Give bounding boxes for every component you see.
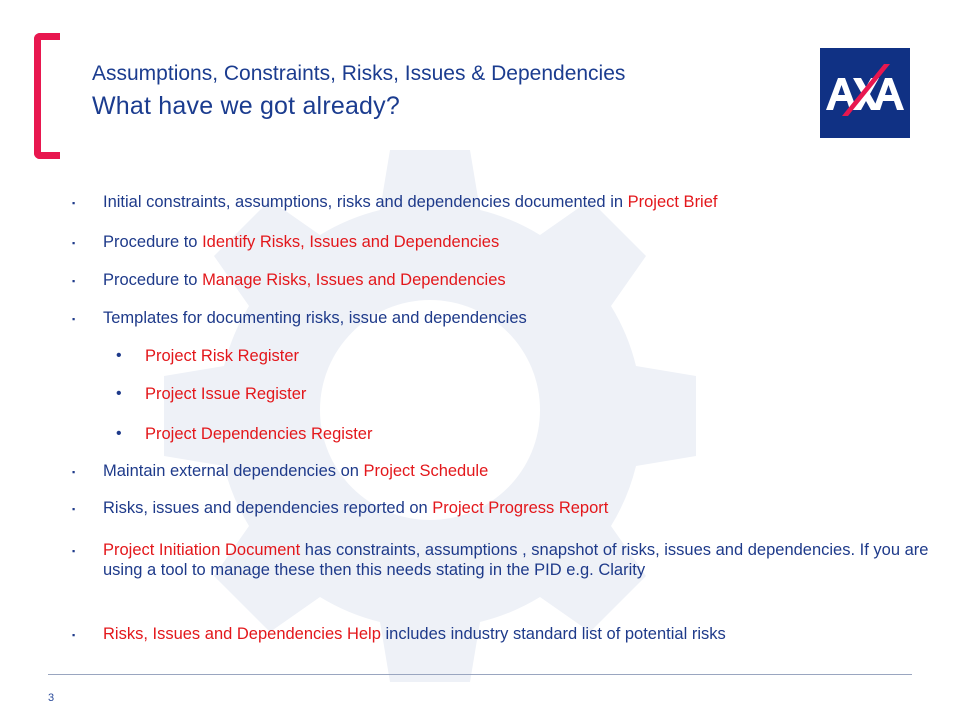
sub-bullet-dependencies-register xyxy=(116,424,925,444)
link-progress-report[interactable]: Project Progress Report xyxy=(432,499,609,517)
bullet-progress-report: ▪ Risks, issues and dependencies reported on Project Progress Report xyxy=(72,499,609,517)
bullet-help: ▪ Risks, Issues and Dependencies Help includes industry standard list of potential risks xyxy=(72,625,726,643)
square-bullet-icon: ▪ xyxy=(72,630,76,640)
page-number: 3 xyxy=(48,692,55,704)
link-help[interactable]: Risks, Issues and Dependencies Help xyxy=(103,625,381,643)
square-bullet-icon: ▪ xyxy=(72,198,76,208)
bullet-templates: ▪ Templates for documenting risks, issue and dependencies xyxy=(72,309,527,327)
dot-bullet-icon: • xyxy=(116,385,122,402)
link-project-brief[interactable]: Project Brief xyxy=(627,193,718,211)
axa-logo-icon xyxy=(820,48,910,138)
link-risk-register[interactable]: Project Risk Register xyxy=(145,347,300,365)
footer-divider xyxy=(48,674,912,675)
sub-bullet-issue-register xyxy=(116,384,925,404)
title-bracket xyxy=(34,33,60,159)
link-identify-risks[interactable]: Identify Risks, Issues and Dependencies xyxy=(202,233,500,251)
gear-watermark-icon xyxy=(150,130,710,690)
bullet-identify-procedure: ▪ Procedure to Identify Risks, Issues and Dependencies xyxy=(72,233,500,251)
bullet-manage-procedure: ▪ Procedure to Manage Risks, Issues and Dependencies xyxy=(72,271,506,289)
link-manage-risks[interactable]: Manage Risks, Issues and Dependencies xyxy=(202,271,506,289)
link-initiation-document[interactable]: Project Initiation Document xyxy=(103,541,301,559)
link-project-schedule[interactable]: Project Schedule xyxy=(363,462,489,480)
dot-bullet-icon: • xyxy=(116,347,122,364)
bullet-project-brief: ▪ Initial constraints, assumptions, risks and dependencies documented in Project Brief xyxy=(72,193,718,211)
square-bullet-icon: ▪ xyxy=(72,467,76,477)
slide-title: Assumptions, Constraints, Risks, Issues & Dependencies xyxy=(92,62,626,85)
square-bullet-icon: ▪ xyxy=(72,504,76,514)
bullet-initiation-document: ▪ Project Initiation Document has constraints, assumptions , snapshot of risks, issues and dependencies. If you are using a tool to manage these then this needs stating in the PID e.g. Clarity xyxy=(72,541,929,579)
bullet-external-dependencies: ▪ Maintain external dependencies on Project Schedule xyxy=(72,462,489,480)
square-bullet-icon: ▪ xyxy=(72,238,76,248)
dot-bullet-icon: • xyxy=(116,425,122,442)
link-issue-register[interactable]: Project Issue Register xyxy=(145,385,307,403)
slide-subtitle: What have we got already? xyxy=(92,92,400,120)
sub-bullet-risk-register xyxy=(116,346,925,366)
square-bullet-icon: ▪ xyxy=(72,546,76,556)
square-bullet-icon: ▪ xyxy=(72,314,76,324)
square-bullet-icon: ▪ xyxy=(72,276,76,286)
link-dependencies-register[interactable]: Project Dependencies Register xyxy=(145,425,373,443)
